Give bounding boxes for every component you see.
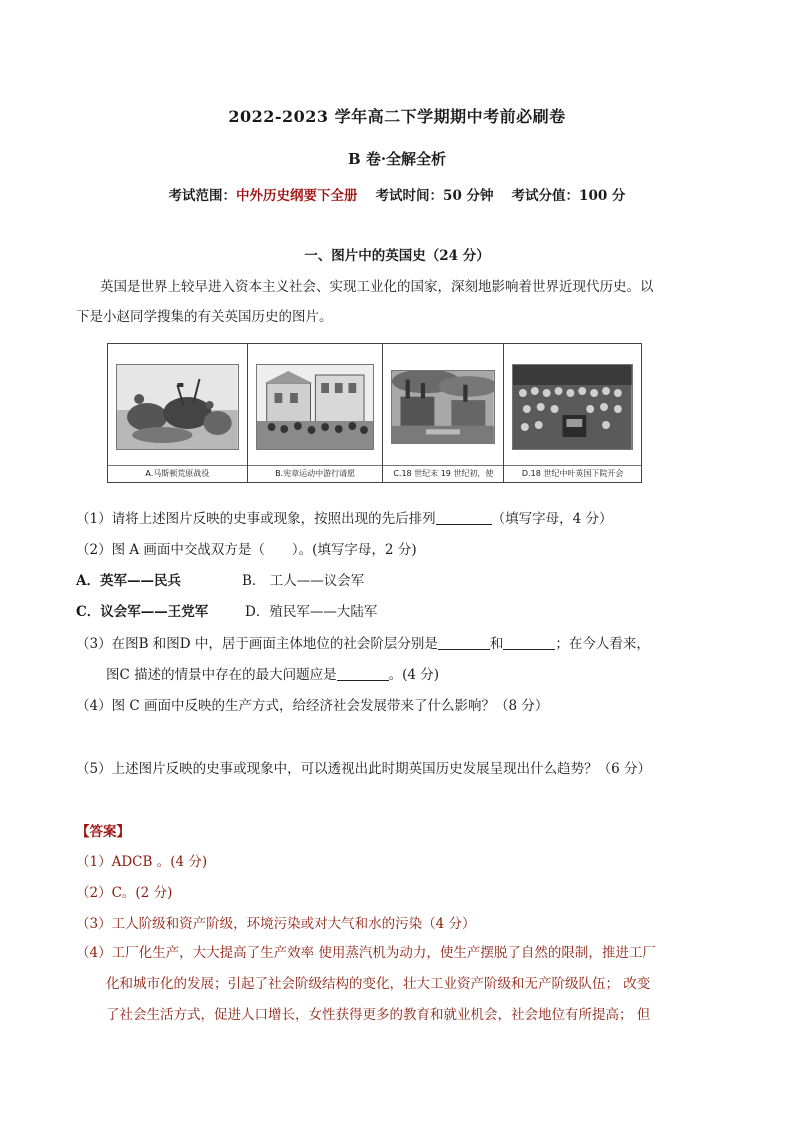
question-1-text: （1）请将上述图片反映的史事或现象，按照出现的先后排列 <box>76 511 436 527</box>
question-3-and: 和 <box>489 636 504 652</box>
question-3-cont: ；在今人看来， <box>555 636 650 652</box>
question-1-note: （填写字母，4 分） <box>491 511 613 527</box>
answer-blank-1[interactable] <box>436 524 492 525</box>
answer-blank-3c[interactable] <box>337 680 389 681</box>
answer-3: （3）工人阶级和资产阶级，环境污染或对大气和水的污染（4 分） <box>76 916 476 932</box>
question-4: （4）图 C 画面中反映的生产方式，给经济社会发展带来了什么影响？（8 分） <box>76 698 549 714</box>
answer-4-line-3: 了社会生活方式，促进人口增长，女性获得更多的教育和就业机会，社会地位有所提高； 但 <box>106 1007 651 1023</box>
figure-b-caption: B.宪章运动中游行请愿 <box>248 465 383 482</box>
exam-title: 2022-2023 学年高二下学期期中考前必刷卷 <box>228 107 566 126</box>
parliament-session-painting-icon <box>512 364 633 450</box>
scope-value: 中外历史纲要下全册 <box>236 188 358 204</box>
scope-label: 考试范围： <box>168 188 237 204</box>
answer-blank-3a[interactable] <box>438 649 490 650</box>
exam-score: 考试分值：100 分 <box>511 188 626 204</box>
answer-1: （1）ADCB 。(4 分) <box>76 854 208 870</box>
exam-subtitle: B 卷·全解全析 <box>347 150 447 168</box>
answer-4-line-2: 化和城市化的发展；引起了社会阶级结构的变化，壮大工业资产阶级和无产阶级队伍； 改变 <box>106 976 651 992</box>
option-b: B． 工人——议会军 <box>242 573 365 589</box>
figure-c-caption: C.18 世纪末 19 世纪初，使 <box>383 465 503 482</box>
intro-line-1: 英国是世界上较早进入资本主义社会、实现工业化的国家，深刻地影响着世界近现代历史。以 <box>100 279 654 295</box>
exam-time: 考试时间：50 分钟 <box>375 188 494 204</box>
answer-4 <box>76 938 676 1031</box>
question-3-line-1 <box>76 632 650 652</box>
question-3-line-2 <box>106 663 439 683</box>
answer-blank-3b[interactable] <box>503 649 555 650</box>
figure-b <box>248 344 384 482</box>
option-c: C．议会军——王党军 <box>76 604 209 620</box>
factory-smokestacks-photo-icon <box>391 370 495 444</box>
question-5: （5）上述图片反映的史事或现象中，可以透视出此时期英国历史发展呈现出什么趋势？（6 分） <box>76 761 651 777</box>
answer-heading: 【答案】 <box>76 824 130 840</box>
option-d: D．殖民军——大陆军 <box>245 604 378 620</box>
figure-d-caption: D.18 世纪中叶英国下院开会 <box>504 465 641 482</box>
section-title: 一、图片中的英国史（24 分） <box>304 248 490 264</box>
question-3-note: 。(4 分) <box>388 667 440 683</box>
exam-meta <box>0 184 794 204</box>
figure-a-caption: A.马斯顿荒原战役 <box>108 465 247 482</box>
battle-engraving-icon <box>116 364 239 450</box>
figure-a <box>108 344 248 482</box>
answer-2: （2）C。(2 分) <box>76 885 173 901</box>
figure-c <box>383 344 504 482</box>
street-procession-engraving-icon <box>256 364 375 450</box>
question-2: （2）图 A 画面中交战双方是（ ）。(填写字母，2 分) <box>76 542 417 558</box>
figure-d <box>504 344 641 482</box>
option-a: A．英军——民兵 <box>76 573 181 589</box>
question-3-text-2: 图C 描述的情景中存在的最大问题应是 <box>106 667 337 683</box>
section-intro <box>76 272 676 332</box>
answer-4-line-1: （4）工厂化生产，大大提高了生产效率 使用蒸汽机为动力，使生产摆脱了自然的限制，推进工厂 <box>76 945 656 961</box>
question-1 <box>76 507 612 527</box>
intro-line-2: 下是小赵同学搜集的有关英国历史的图片。 <box>76 309 333 325</box>
figure-table <box>107 343 642 483</box>
question-3-text: （3）在图B 和图D 中，居于画面主体地位的社会阶层分别是 <box>76 636 438 652</box>
